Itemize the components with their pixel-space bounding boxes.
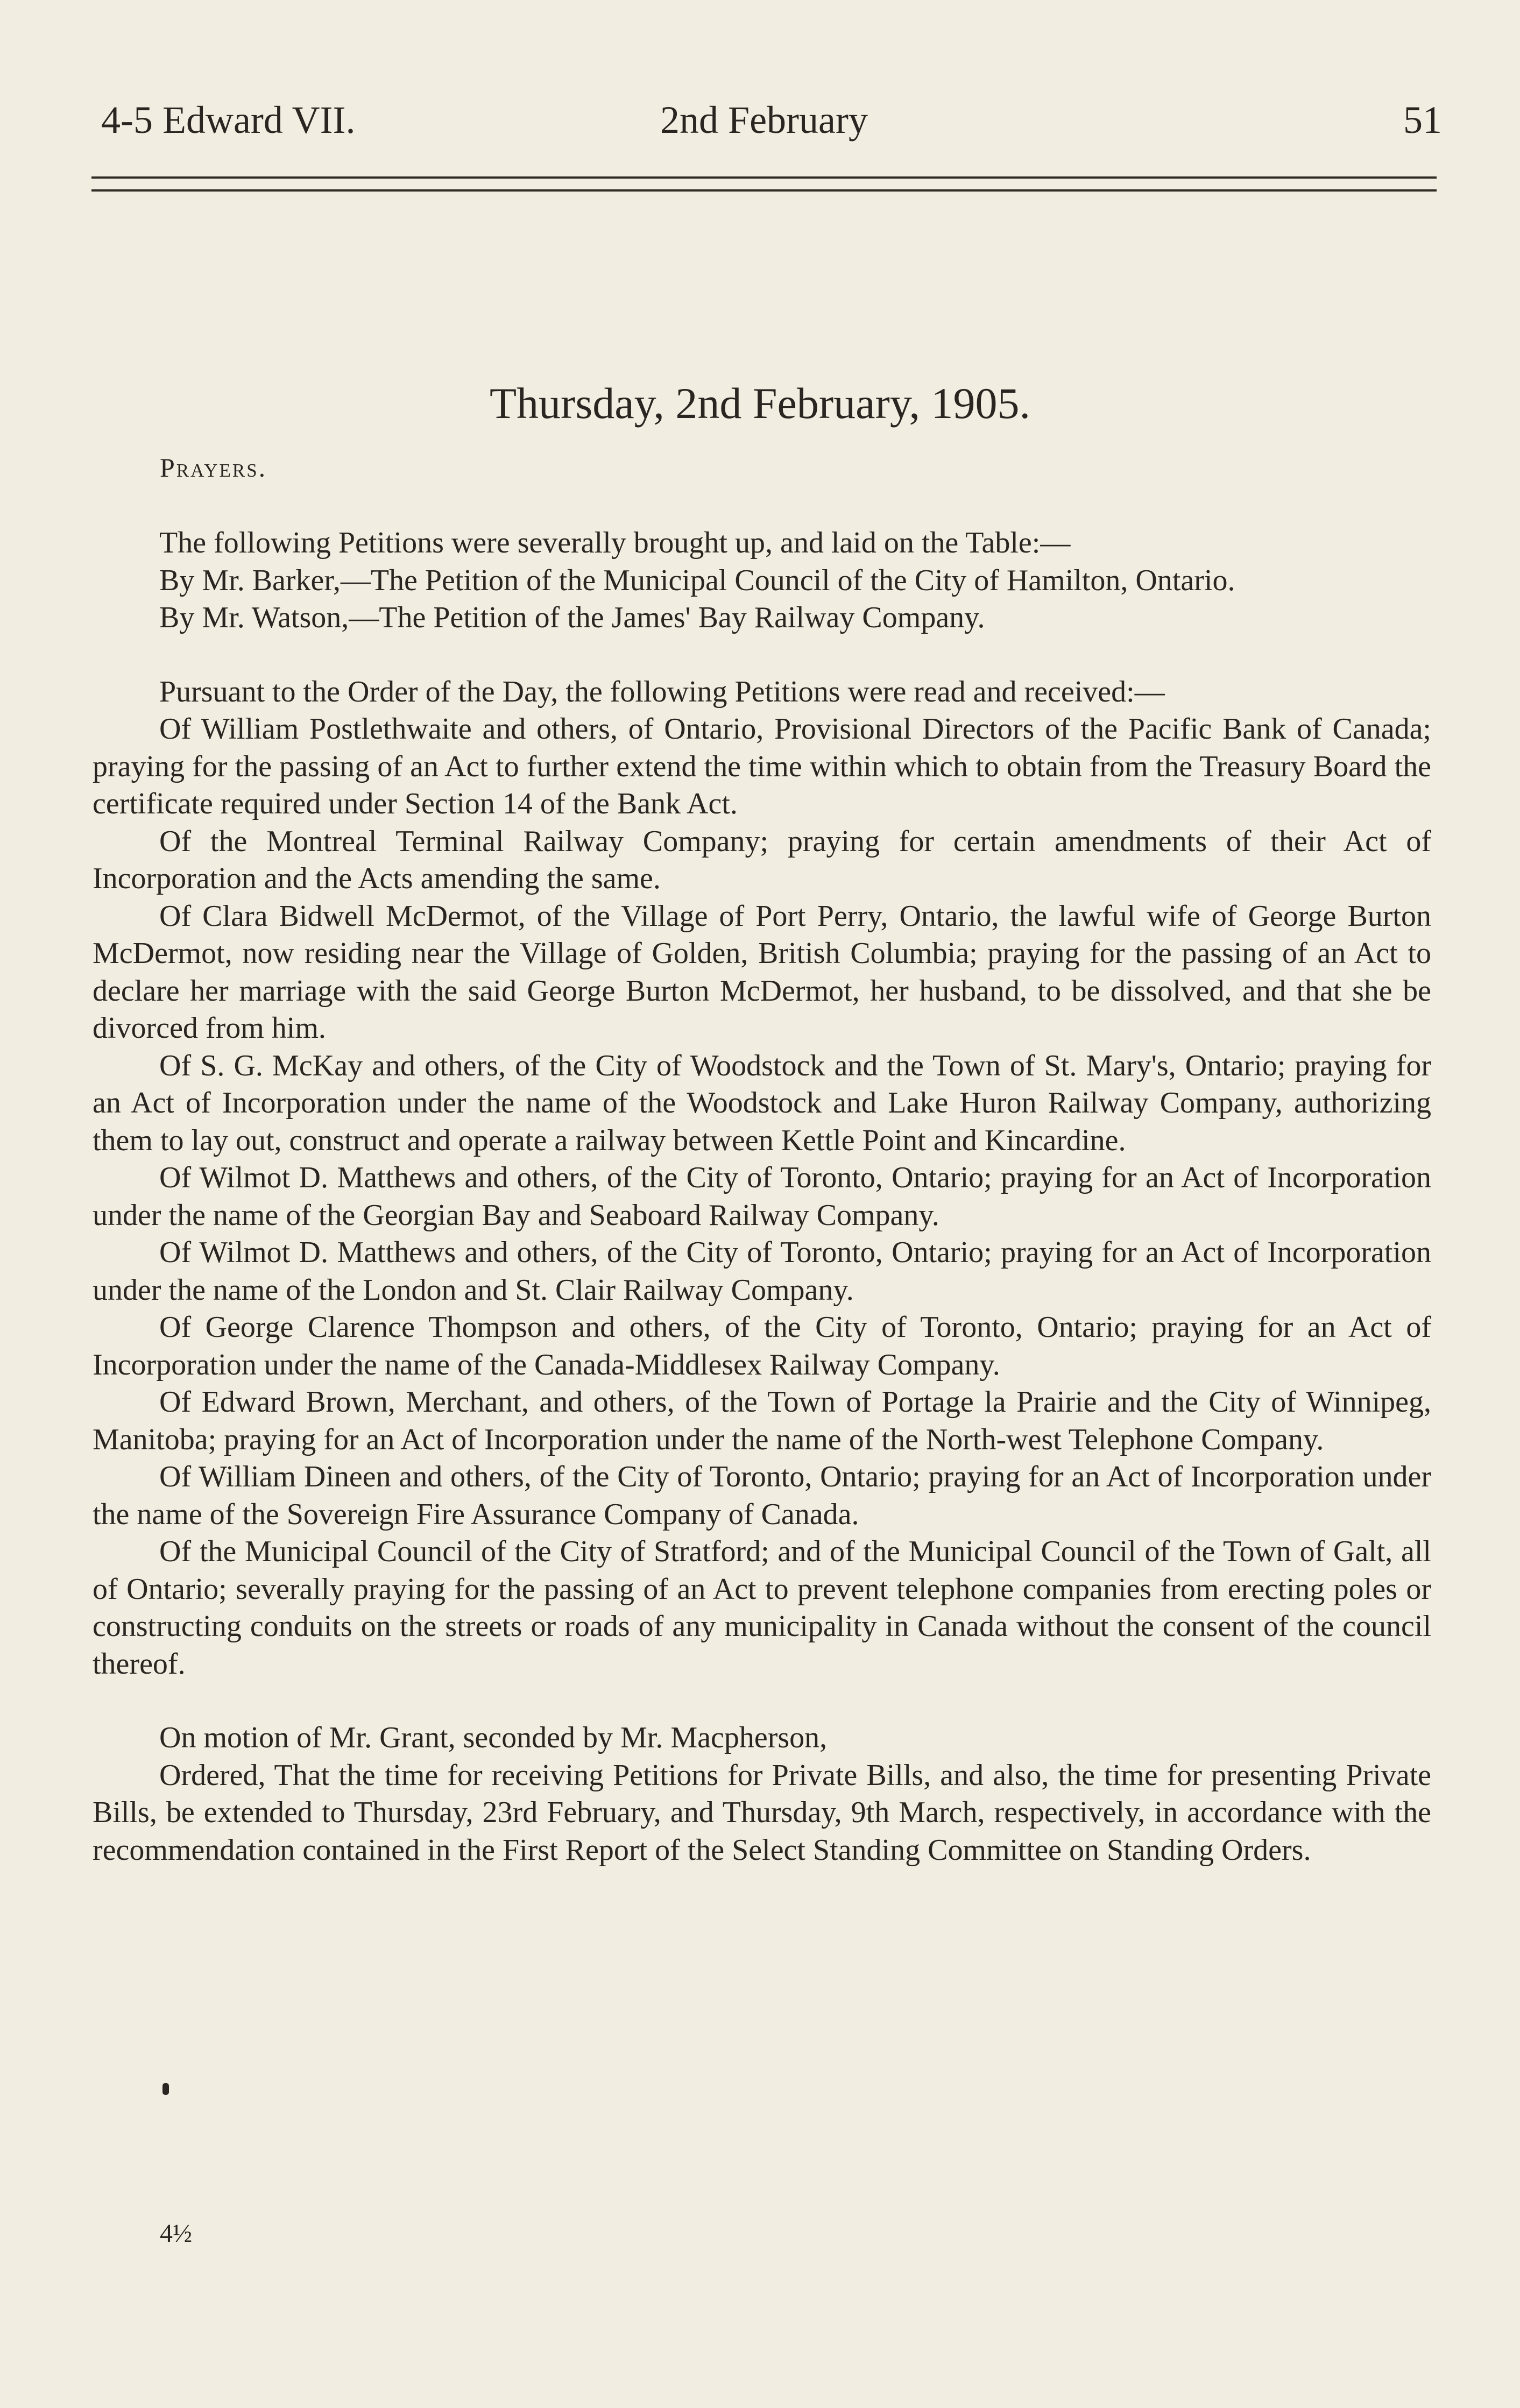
header-rule-top xyxy=(91,176,1437,179)
running-header xyxy=(86,90,1442,150)
header-rule-bottom xyxy=(91,189,1437,192)
paragraph: Of Wilmot D. Matthews and others, of the City of Toronto, Ontario; praying for an Act of Incorporation under the name of the London and St. Clair Railway Company. xyxy=(93,1236,1431,1307)
paragraph: By Mr. Barker,—The Petition of the Municipal Council of the City of Hamilton, Ontario. xyxy=(159,563,1235,597)
page-title: Thursday, 2nd February, 1905. xyxy=(489,379,1031,428)
paragraph: Of Wilmot D. Matthews and others, of the City of Toronto, Ontario; praying for an Act of Incorporation under the name of the Georgian Bay and Seaboard Railway Company. xyxy=(93,1161,1431,1232)
paragraph: Ordered, That the time for receiving Petitions for Private Bills, and also, the time for presenting Private Bills, be extended to Thursday, 23rd February, and Thursday, 9th March, respectively, in accordance with the recommendation contained in the First Report of the Select Standing Committee on Standing Orders. xyxy=(93,1758,1431,1867)
paragraph: Of S. G. McKay and others, of the City of Woodstock and the Town of St. Mary's, Ontario; praying for an Act of Incorporation under the name of the Woodstock and Lake Huron Railway Company, authorizing them to lay out, construct and operate a railway between Kettle Point and Kincardine. xyxy=(93,1049,1431,1157)
journal-body xyxy=(93,525,1431,1869)
paragraph: Pursuant to the Order of the Day, the following Petitions were read and received:— xyxy=(159,675,1165,709)
paragraph: Of Edward Brown, Merchant, and others, of the Town of Portage la Prairie and the City of Winnipeg, Manitoba; praying for an Act of Incorporation under the name of the North-west Telephone Company. xyxy=(93,1385,1431,1456)
signature-mark: 4½ xyxy=(160,2219,192,2248)
header-date: 2nd February xyxy=(660,98,868,141)
paragraph: Of William Postlethwaite and others, of Ontario, Provisional Directors of the Pacific Bank of Canada; praying for the passing of an Act to further extend the time within which to obtain from the Treasury Board the certificate required under Section 14 of the Bank Act. xyxy=(93,712,1431,820)
paragraph: Of the Montreal Terminal Railway Company; praying for certain amendments of their Act of Incorporation and the Acts amending the same. xyxy=(93,824,1431,895)
prayers-heading: Prayers. xyxy=(160,452,267,483)
paragraph: Of William Dineen and others, of the City of Toronto, Ontario; praying for an Act of Incorporation under the name of the Sovereign Fire Assurance Company of Canada. xyxy=(93,1460,1431,1531)
paragraph: By Mr. Watson,—The Petition of the James' Bay Railway Company. xyxy=(159,601,985,634)
paragraph: Of the Municipal Council of the City of Stratford; and of the Municipal Council of the Town of Galt, all of Ontario; severally praying for the passing of an Act to prevent telephone companies from erecting poles or constructing conduits on the streets or roads of any municipality in Canada without the consent of the council thereof. xyxy=(93,1535,1431,1681)
header-page-number: 51 xyxy=(1403,98,1442,141)
paragraph: Of Clara Bidwell McDermot, of the Village of Port Perry, Ontario, the lawful wife of George Burton McDermot, now residing near the Village of Golden, British Columbia; praying for the passing of an Act to declare her marriage with the said George Burton McDermot, her husband, to be dissolved, and that she be divorced from him. xyxy=(93,899,1431,1045)
paragraph: On motion of Mr. Grant, seconded by Mr. Macpherson, xyxy=(159,1721,828,1754)
ink-blot xyxy=(162,2083,169,2095)
paragraph: Of George Clarence Thompson and others, of the City of Toronto, Ontario; praying for an Act of Incorporation under the name of the Canada-Middlesex Railway Company. xyxy=(93,1311,1431,1382)
header-regnal-year: 4-5 Edward VII. xyxy=(101,98,356,141)
paragraph: The following Petitions were severally brought up, and laid on the Table:— xyxy=(159,526,1071,559)
